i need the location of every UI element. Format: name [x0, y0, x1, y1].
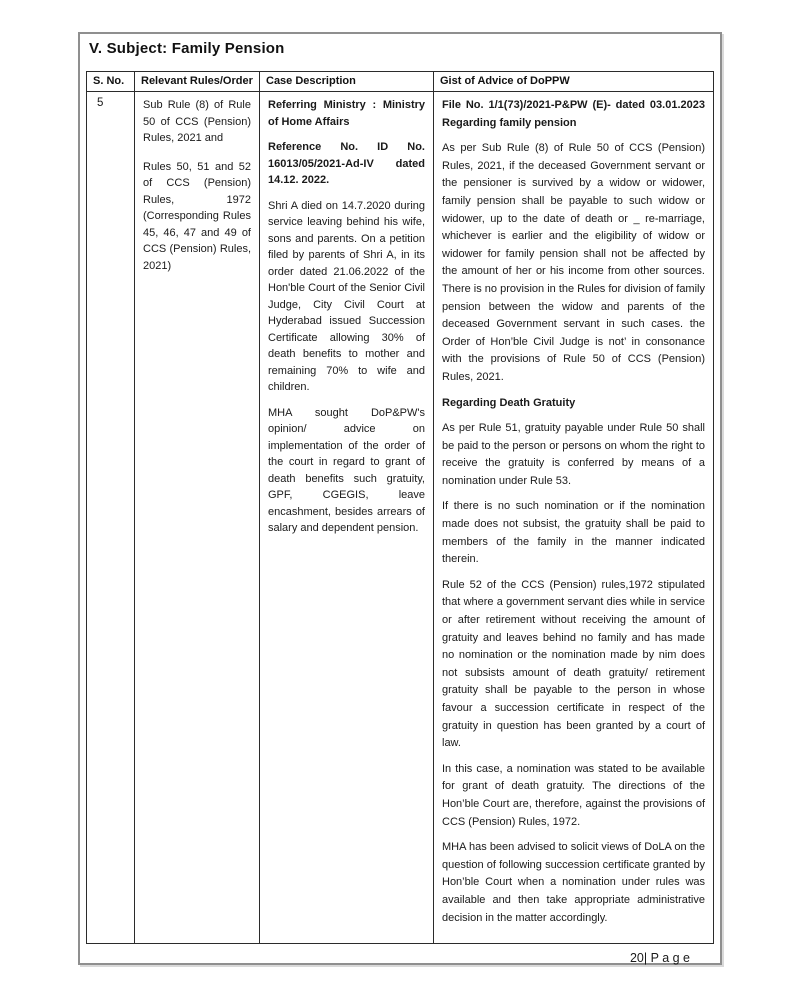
paragraph: Shri A died on 14.7.2020 during service leaving behind his wife, sons and parents. On a petition filed by parents of Shri A, in its order dated 21.06.2022 of the Hon'ble Court of the Senior Civil Judge, City Civil Court at Hyderabad issued Succession Certificate allowing 30% of death benefits to mother and remaining 70% to wife and children. [268, 199, 425, 393]
paragraph: Rules 50, 51 and 52 of CCS (Pension) Rules, 1972 (Corresponding Rules 45, 46, 47 and 49 of CCS (Pension) Rules, 2021) [143, 160, 251, 272]
cell-serial-number: 5 [87, 92, 135, 944]
page-number: 20| P a g e [629, 951, 690, 966]
paragraph: Sub Rule (8) of Rule 50 of CCS (Pension) Rules, 2021 and [143, 99, 251, 144]
paragraph: File No. 1/1(73)/2021-P&PW (E)- dated 03.01.2023 Regarding family pension [442, 99, 705, 129]
advice-table [86, 71, 714, 944]
paragraph: Regarding Death Gratuity [442, 396, 576, 409]
paragraph: MHA has been advised to solicit views of DoLA on the question of following succession certificate granted by Hon’ble Court when a nomination under rules was available and then take appropriate administrative decision in the matter accordingly. [442, 841, 705, 924]
page-title: V. Subject: Family Pension [89, 40, 285, 57]
paragraph: As per Sub Rule (8) of Rule 50 of CCS (Pension) Rules, 2021, if the deceased Government servant or the pensioner is survived by a widow or widower, family pension shall be payable to such widow or widower, up to the date of death or _ re-marriage, whichever is earlier and the eligibility of widow or widower for family pension shall not be affected by the amount of her or his income from other sources. There is no provision in the Rules for division of family pension between the widow and parents of the deceased Government servant in such cases. the Order of Hon’ble Civil Judge is not’ in consonance with the provisions of Rule 50 of CCS (Pension) Rules, 2021. [442, 142, 705, 383]
document-page [78, 32, 722, 965]
paragraph: In this case, a nomination was stated to be available for grant of death gratuity. The directions of the Hon’ble Court are, therefore, against the provisions of CCS (Pension) Rules, 1972. [442, 762, 705, 828]
col-header-relevant-rules: Relevant Rules/Order [135, 72, 260, 92]
paragraph: If there is no such nomination or if the nomination made does not subsist, the gratuity shall be paid to members of the family in the manner indicated therein. [442, 500, 705, 566]
paragraph: Referring Ministry : Ministry of Home Affairs [268, 99, 425, 128]
cell-relevant-rules [135, 92, 260, 944]
paragraph: Reference No. ID No. 16013/05/2021-Ad-IV dated 14.12. 2022. [268, 141, 425, 186]
paragraph: MHA sought DoP&PW's opinion/ advice on implementation of the order of the court in regard to grant of death benefits such gratuity, GPF, CGEGIS, leave encashment, besides arrears of salary and dependent pension. [268, 406, 425, 534]
cell-gist-of-advice [434, 92, 714, 944]
col-header-gist-of-advice: Gist of Advice of DoPPW [434, 72, 714, 92]
table-header-row [87, 72, 714, 92]
paragraph: As per Rule 51, gratuity payable under Rule 50 shall be paid to the person or persons on whom the right to receive the gratuity is conferred by means of a nomination under Rule 53. [442, 422, 705, 487]
col-header-case-description: Case Description [260, 72, 434, 92]
cell-case-description [260, 92, 434, 944]
paragraph: Rule 52 of the CCS (Pension) rules,1972 stipulated that where a government servant dies while in service or after retirement without receiving the amount of gratuity and leaves behind no family and has made no nomination or the nomination made by nim does not subsists amount of death gratuity/ retirement gratuity shall be payable to the person in whose favour a succession certificate in respect of the gratuity in question has been granted by a court of law. [442, 578, 705, 750]
table-row [87, 92, 714, 944]
col-header-s-no: S. No. [87, 72, 135, 92]
